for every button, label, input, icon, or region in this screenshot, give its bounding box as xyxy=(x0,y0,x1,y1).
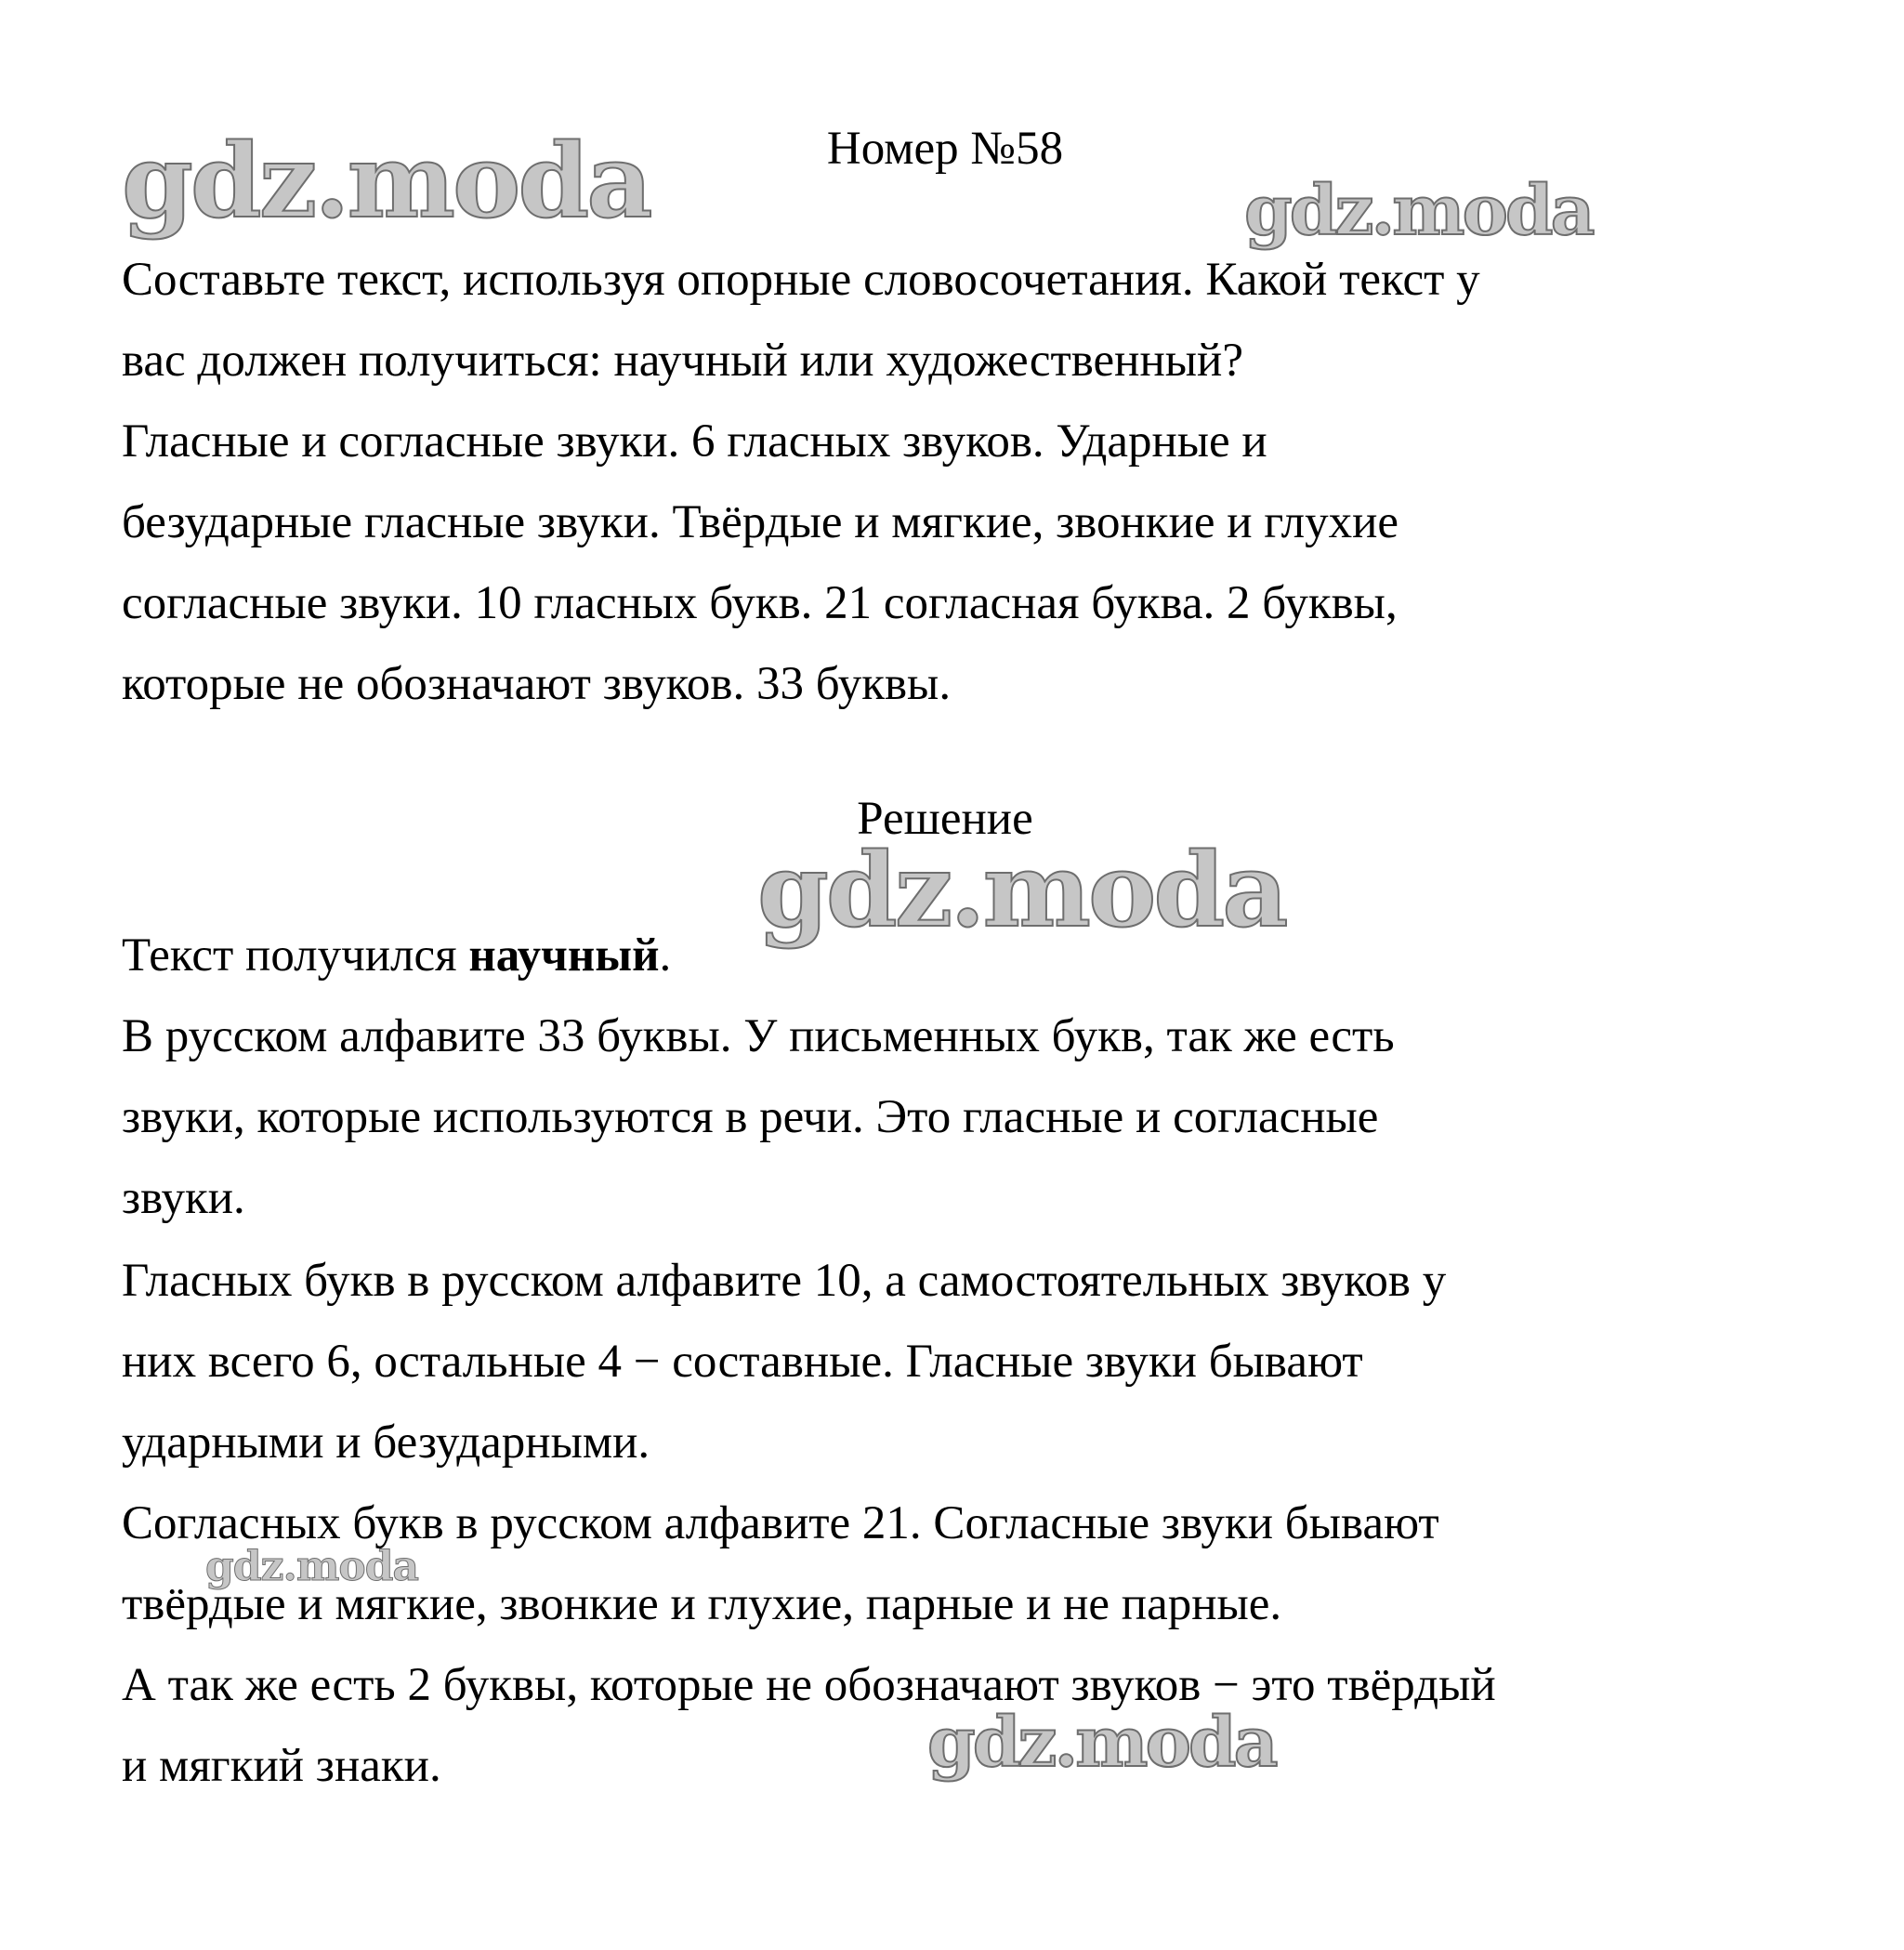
watermark-logo: gdz.moda xyxy=(927,1703,1276,1783)
answer-intro-prefix: Текст получился xyxy=(122,929,469,982)
task-line: вас должен получиться: научный или художественный? xyxy=(122,335,1243,387)
solution-heading: Решение xyxy=(857,793,1033,845)
answer-line: В русском алфавите 33 буквы. У письменных букв, так же есть xyxy=(122,1010,1395,1062)
answer-intro xyxy=(122,928,671,983)
answer-intro-suffix: . xyxy=(659,929,672,982)
answer-line: твёрдые и мягкие, звонкие и глухие, парные и не парные. xyxy=(122,1578,1282,1630)
answer-line: Согласных букв в русском алфавите 21. Согласные звуки бывают xyxy=(122,1497,1439,1549)
answer-line: и мягкий знаки. xyxy=(122,1740,441,1792)
answer-line: звуки, которые используются в речи. Это гласные и согласные xyxy=(122,1091,1379,1143)
answer-type: научный xyxy=(468,929,660,982)
answer-line: звуки. xyxy=(122,1172,245,1224)
task-line: которые не обозначают звуков. 33 буквы. xyxy=(122,658,952,710)
watermark-logo: gdz.moda xyxy=(205,1543,419,1590)
task-line: согласные звуки. 10 гласных букв. 21 согласная буква. 2 буквы, xyxy=(122,577,1398,629)
watermark-logo: gdz.moda xyxy=(757,830,1286,950)
task-line: Гласные и согласные звуки. 6 гласных звуков. Ударные и xyxy=(122,415,1267,468)
watermark-logo: gdz.moda xyxy=(1244,171,1593,251)
answer-line: них всего 6, остальные 4 − составные. Гласные звуки бывают xyxy=(122,1336,1363,1388)
watermark-logo: gdz.moda xyxy=(122,121,650,241)
answer-line: А так же есть 2 буквы, которые не обозначают звуков − это твёрдый xyxy=(122,1659,1496,1711)
answer-line: ударными и безударными. xyxy=(122,1416,650,1469)
task-line: безударные гласные звуки. Твёрдые и мягкие, звонкие и глухие xyxy=(122,496,1399,548)
task-line: Составьте текст, используя опорные словосочетания. Какой текст у xyxy=(122,254,1480,306)
exercise-title: Номер №58 xyxy=(826,123,1064,175)
answer-line: Гласных букв в русском алфавите 10, а самостоятельных звуков у xyxy=(122,1255,1447,1307)
